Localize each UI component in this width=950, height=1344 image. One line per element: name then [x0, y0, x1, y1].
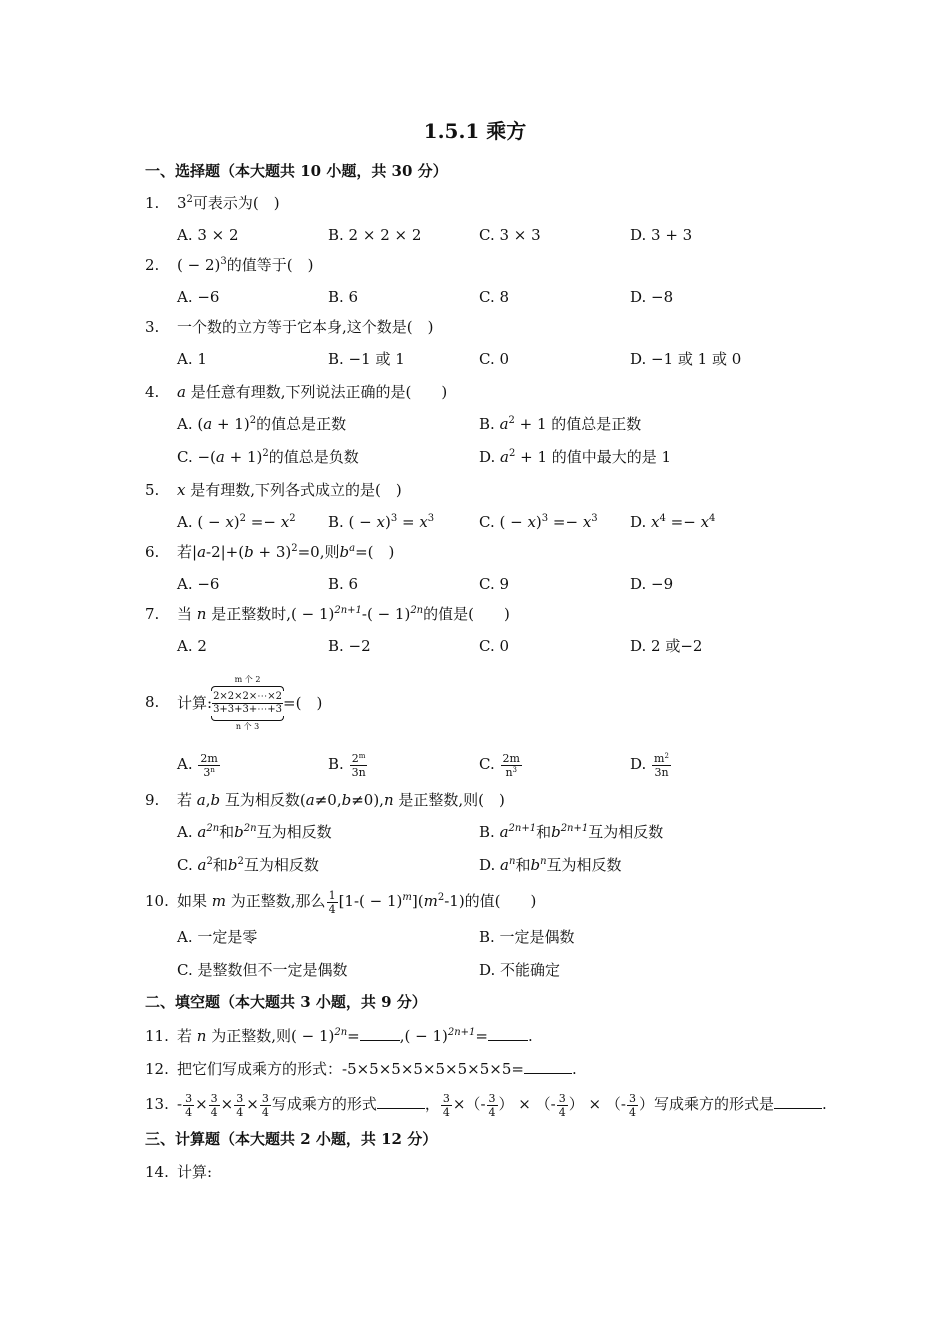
option-c[interactable]: C. $-(a + 1)^2$的值总是负数: [177, 448, 359, 466]
question-stem: 若 a,b 互为相反数(a≠0,b≠0),n 是正整数,则( ): [177, 791, 505, 809]
answer-blank[interactable]: [774, 1094, 822, 1109]
option-d[interactable]: D. −9: [630, 575, 674, 593]
option-a[interactable]: A. −6: [177, 288, 220, 306]
question-number: 2.: [145, 256, 160, 274]
answer-blank[interactable]: [524, 1059, 572, 1074]
option-d[interactable]: D. 2 或−2: [630, 637, 703, 655]
question-number: 14.: [145, 1163, 169, 1181]
option-c[interactable]: C. 0: [479, 637, 510, 655]
question-stem: 如果 m 为正整数,那么 $\frac{1}{4}$ $[1-( - 1)^m](m^2-1)$的值( ): [177, 888, 537, 916]
question-stem: ( − 2)$^3$的值等于( ): [177, 256, 314, 274]
question-stem: x 是有理数,下列各式成立的是( ): [177, 481, 402, 499]
option-c[interactable]: C. 9: [479, 575, 510, 593]
question-number: 8.: [145, 693, 160, 711]
question-number: 12.: [145, 1060, 169, 1078]
question-stem: 若 n 为正整数,则( − 1)$^{2n}$= ,( − 1)$^{2n+1}$= .: [177, 1027, 533, 1045]
answer-blank[interactable]: [488, 1026, 528, 1041]
option-c[interactable]: C. $a^2$和$b^2$互为相反数: [177, 856, 319, 874]
overbrace-fraction: m 个 2 2×2×2×⋯×2 3+3+3+⋯+3 n 个 3: [213, 674, 283, 731]
question-number: 1.: [145, 194, 160, 212]
section-heading-calc: 三、计算题（本大题共 2 小题，共 12 分）: [145, 1130, 438, 1148]
question-number: 11.: [145, 1027, 169, 1045]
option-a[interactable]: A. ( − $x)^2 =- x^2$: [177, 513, 296, 531]
question-number: 10.: [145, 892, 169, 910]
option-d[interactable]: D. $x^4 =- x^4$: [630, 513, 716, 531]
option-b[interactable]: B. ( − $x)^3 = x^3$: [328, 513, 435, 531]
question-stem: 若$|a-2|+(b + 3)^2=0$,则$b^a=$( ): [177, 543, 395, 561]
answer-blank[interactable]: [377, 1094, 425, 1109]
question-number: 5.: [145, 481, 160, 499]
option-b[interactable]: B. $a^{2n+1}$和$b^{2n+1}$互为相反数: [479, 823, 664, 841]
option-b[interactable]: B. −2: [328, 637, 371, 655]
option-b[interactable]: B. −1 或 1: [328, 350, 405, 368]
question-stem: 一个数的立方等于它本身,这个数是( ): [177, 318, 434, 336]
answer-blank[interactable]: [360, 1026, 400, 1041]
option-d[interactable]: D. $a^n$和$b^n$互为相反数: [479, 856, 622, 874]
option-d[interactable]: D. −1 或 1 或 0: [630, 350, 742, 368]
option-c[interactable]: C. 3 × 3: [479, 226, 541, 244]
question-number: 3.: [145, 318, 160, 336]
option-a[interactable]: A. $\frac{2m}{3^n}$: [177, 751, 218, 779]
option-a[interactable]: A. 一定是零: [177, 928, 258, 946]
option-d[interactable]: D. 3 + 3: [630, 226, 693, 244]
option-c[interactable]: C. 8: [479, 288, 510, 306]
question-stem: - $\frac{3}{4}$ × $\frac{3}{4}$ × $\frac{3}{4}$ × $\frac{3}{4}$ 写成乘方的形式 ， $\frac{3}{4}$ ×（- $\frac{3}{4}$ ） × （- $\frac{3}{4}$ ） × （- $\frac{3}{4}$ ）写成乘方的形式是 .: [177, 1091, 827, 1119]
option-d[interactable]: D. $a^2 + 1$ 的值中最大的是 1: [479, 448, 672, 466]
option-a[interactable]: A. 1: [177, 350, 207, 368]
question-number: 7.: [145, 605, 160, 623]
option-d[interactable]: D. 不能确定: [479, 961, 561, 979]
question-stem: 把它们写成乘方的形式：-5×5×5×5×5×5×5×5= .: [177, 1060, 577, 1078]
question-number: 9.: [145, 791, 160, 809]
page-title: 1.5.1 乘方: [423, 119, 527, 143]
option-b[interactable]: B. 6: [328, 575, 359, 593]
question-stem: 计算:: [177, 1163, 213, 1181]
option-d[interactable]: D. $\frac{m^2}{3n}$: [630, 751, 669, 779]
question-number: 6.: [145, 543, 160, 561]
option-a[interactable]: A. −6: [177, 575, 220, 593]
option-a[interactable]: A. 2: [177, 637, 207, 655]
option-b[interactable]: B. $a^2 + 1$ 的值总是正数: [479, 415, 642, 433]
question-stem: a 是任意有理数,下列说法正确的是( ): [177, 383, 448, 401]
question-number: 4.: [145, 383, 160, 401]
question-number: 13.: [145, 1095, 169, 1113]
option-c[interactable]: C. 是整数但不一定是偶数: [177, 961, 348, 979]
question-stem: 计算: m 个 2 2×2×2×⋯×2 3+3+3+⋯+3 n 个 3 =( ): [177, 674, 323, 731]
option-c[interactable]: C. 0: [479, 350, 510, 368]
section-heading-choice: 一、选择题（本大题共 10 小题，共 30 分）: [145, 162, 448, 180]
question-stem: $3^2$可表示为( ): [177, 194, 280, 212]
section-heading-fill: 二、填空题（本大题共 3 小题，共 9 分）: [145, 993, 427, 1011]
question-stem: 当 n 是正整数时,( − $1)^{2n+1}-( - 1)^{2n}$的值是( ): [177, 605, 510, 623]
option-b[interactable]: B. 2 × 2 × 2: [328, 226, 422, 244]
option-a[interactable]: A. $a^{2n}$和$b^{2n}$互为相反数: [177, 823, 332, 841]
option-d[interactable]: D. −8: [630, 288, 674, 306]
option-b[interactable]: B. 一定是偶数: [479, 928, 575, 946]
option-a[interactable]: A. 3 × 2: [177, 226, 239, 244]
option-c[interactable]: C. $\frac{2m}{n^3}$: [479, 751, 520, 779]
option-a[interactable]: A. $(a + 1)^2$的值总是正数: [177, 415, 347, 433]
option-c[interactable]: C. ( − $x)^3 =- x^3$: [479, 513, 598, 531]
option-b[interactable]: B. 6: [328, 288, 359, 306]
option-b[interactable]: B. $\frac{2^m}{3n}$: [328, 751, 366, 779]
